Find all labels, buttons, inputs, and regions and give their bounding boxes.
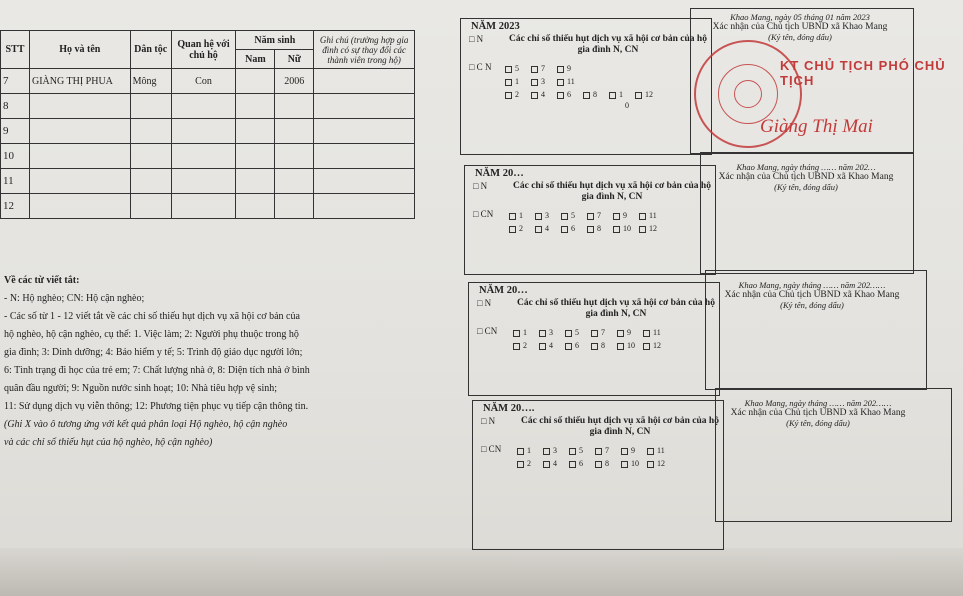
- year-block: [468, 282, 720, 396]
- indicator-checkbox: 7: [587, 211, 609, 220]
- legend-lines: [4, 290, 454, 416]
- legend-line: quân đầu người; 9: Nguồn nước sinh hoạt; 10: Nhà tiêu hợp vệ sinh;: [4, 383, 278, 394]
- cell-relation: [171, 169, 236, 194]
- cell-female: [275, 144, 314, 169]
- indicator-checkbox: 9: [557, 64, 579, 73]
- member-rows: [1, 69, 415, 219]
- table-row: [1, 169, 415, 194]
- table-row: [1, 69, 415, 94]
- household-member-table: [0, 30, 415, 219]
- indicator-checkbox: 1: [513, 328, 535, 337]
- poor-household-checkbox: □ N: [473, 181, 488, 191]
- indicator-checkbox: 3: [539, 328, 561, 337]
- year-block: [464, 165, 716, 275]
- cell-stt: 10: [1, 144, 30, 169]
- indicator-checkbox: 2: [509, 224, 531, 233]
- indicator-checkbox: 11: [557, 77, 579, 86]
- indicator-checkbox-row: [513, 339, 719, 352]
- table-row: [1, 94, 415, 119]
- cell-name: [29, 144, 130, 169]
- cell-note: [314, 94, 415, 119]
- header-female: Nữ: [275, 50, 314, 69]
- indicator-checkbox: 1: [517, 446, 539, 455]
- poor-household-checkbox: □ N: [477, 298, 492, 308]
- cell-male: [236, 94, 275, 119]
- indicator-checkbox-row: [505, 88, 711, 101]
- cell-male: [236, 119, 275, 144]
- cell-stt: 11: [1, 169, 30, 194]
- cell-female: [275, 119, 314, 144]
- legend-line: 6: Tình trạng đi học của trẻ em; 7: Chất lượng nhà ở, 8: Diện tích nhà ở bình: [4, 365, 310, 376]
- cell-ethnic: Mông: [130, 69, 171, 94]
- header-ethnic: Dân tộc: [130, 31, 171, 69]
- indicator-checkbox-row: [509, 209, 715, 222]
- indicator-checkbox: 6: [569, 459, 591, 468]
- table-row: [1, 119, 415, 144]
- cell-female: [275, 194, 314, 219]
- cell-stt: 7: [1, 69, 30, 94]
- near-poor-checkbox: □ CN: [473, 209, 494, 219]
- indicator-checkbox: 2: [513, 341, 535, 350]
- near-poor-checkbox: □ CN: [481, 444, 502, 454]
- cell-ethnic: [130, 119, 171, 144]
- year-label: NĂM 20…: [475, 168, 524, 179]
- indicator-checkbox: 5: [565, 328, 587, 337]
- cell-female: 2006: [275, 69, 314, 94]
- header-stt: STT: [1, 31, 30, 69]
- indicator-checkbox: 1: [509, 211, 531, 220]
- cell-relation: [171, 94, 236, 119]
- star-emblem-icon: [734, 80, 762, 108]
- indicator-checkbox: 11: [643, 328, 665, 337]
- indicator-checkbox: 8: [583, 90, 605, 99]
- indicator-checkbox: 8: [595, 459, 617, 468]
- indicator-checkbox-row: [509, 222, 715, 235]
- sign-note: (Ký tên, đóng dấu): [780, 300, 844, 310]
- indicator-checkbox: 3: [535, 211, 557, 220]
- confirm-title: Xác nhận của Chủ tịch UBND xã Khao Mang: [724, 290, 900, 300]
- year-block: [472, 400, 724, 550]
- indicator-checkbox: 8: [591, 341, 613, 350]
- poor-household-checkbox: □ N: [469, 34, 484, 44]
- sign-note: (Ký tên, đóng dấu): [774, 182, 838, 192]
- indicator-checkbox: 11: [647, 446, 669, 455]
- indicator-checkbox: 9: [613, 211, 635, 220]
- indicator-checkbox: 12: [647, 459, 669, 468]
- abbreviation-legend: [4, 272, 454, 452]
- legend-line: 11: Sử dụng dịch vụ viễn thông; 12: Phương tiện phục vụ tiếp cận thông tin.: [4, 401, 309, 412]
- header-relation: Quan hệ với chủ hộ: [171, 31, 236, 69]
- indicator-header: Các chỉ số thiếu hụt dịch vụ xã hội cơ bản của hộ gia đình N, CN: [521, 416, 719, 437]
- legend-note: [4, 416, 454, 452]
- year-label: NĂM 2023: [471, 21, 520, 32]
- indicator-checkbox: 10: [617, 341, 639, 350]
- header-birth-year: Năm sinh: [236, 31, 314, 50]
- table-row: [1, 144, 415, 169]
- near-poor-checkbox: □ CN: [477, 326, 498, 336]
- indicator-checkbox: 9: [617, 328, 639, 337]
- cell-note: [314, 69, 415, 94]
- indicator-checkbox: 5: [505, 64, 527, 73]
- header-name: Họ và tên: [29, 31, 130, 69]
- cell-note: [314, 144, 415, 169]
- stamp-text: KT CHỦ TỊCH PHÓ CHỦ TỊCH: [780, 58, 946, 88]
- indicator-checkbox-row: [505, 75, 711, 88]
- indicator-checkbox-row: [517, 444, 723, 457]
- indicator-checkbox: 7: [531, 64, 553, 73]
- cell-male: [236, 194, 275, 219]
- extra-mark: 0: [625, 101, 629, 110]
- confirmation-block: [712, 280, 912, 310]
- indicator-checkbox-row: [517, 457, 723, 470]
- table-surface: [0, 548, 963, 596]
- indicator-checkbox: 10: [613, 224, 635, 233]
- indicator-checkbox: 7: [591, 328, 613, 337]
- cell-note: [314, 119, 415, 144]
- indicator-checkbox-row: [513, 326, 719, 339]
- indicator-checkbox: 12: [643, 341, 665, 350]
- sign-note: (Ký tên, đóng dấu): [768, 32, 832, 42]
- indicator-checkbox: 6: [561, 224, 583, 233]
- cell-relation: [171, 144, 236, 169]
- indicator-checkbox: 3: [543, 446, 565, 455]
- legend-line: hộ nghèo, hộ cận nghèo, cụ thể: 1. Việc làm; 2: Người phụ thuộc trong hộ: [4, 329, 299, 340]
- cell-name: [29, 119, 130, 144]
- confirm-title: Xác nhận của Chủ tịch UBND xã Khao Mang: [730, 408, 906, 418]
- indicator-header: Các chỉ số thiếu hụt dịch vụ xã hội cơ bản của hộ gia đình N, CN: [513, 181, 711, 202]
- indicator-checkbox: 8: [587, 224, 609, 233]
- confirm-date: Khao Mang, ngày tháng …… năm 202……: [744, 398, 892, 408]
- legend-title: Về các từ viết tắt:: [4, 275, 80, 286]
- indicator-checkbox: 4: [543, 459, 565, 468]
- confirm-date: Khao Mang, ngày tháng …… năm 202……: [738, 280, 886, 290]
- indicator-checkbox: 9: [621, 446, 643, 455]
- cell-relation: [171, 119, 236, 144]
- cell-male: [236, 169, 275, 194]
- confirm-date: Khao Mang, ngày tháng …… năm 202…: [736, 162, 876, 172]
- indicator-checkbox-row: [505, 62, 711, 75]
- indicator-checkbox: 12: [635, 90, 657, 99]
- indicator-checkbox: 4: [535, 224, 557, 233]
- indicator-checkbox: 5: [561, 211, 583, 220]
- cell-name: [29, 194, 130, 219]
- cell-male: [236, 144, 275, 169]
- cell-female: [275, 169, 314, 194]
- near-poor-checkbox: □ C N: [469, 62, 492, 72]
- cell-note: [314, 194, 415, 219]
- cell-ethnic: [130, 94, 171, 119]
- cell-ethnic: [130, 194, 171, 219]
- confirmation-block: [706, 162, 906, 192]
- cell-ethnic: [130, 169, 171, 194]
- table-row: [1, 194, 415, 219]
- confirm-title: Xác nhận của Chủ tịch UBND xã Khao Mang: [712, 22, 888, 32]
- indicator-checkbox: 2: [505, 90, 527, 99]
- year-block: [460, 18, 712, 155]
- cell-name: GIÀNG THỊ PHUA: [29, 69, 130, 94]
- indicator-checkbox: 1: [609, 90, 631, 99]
- indicator-checkbox: 3: [531, 77, 553, 86]
- indicator-checkbox: 4: [539, 341, 561, 350]
- legend-note-line: và các chỉ số thiếu hụt của hộ nghèo, hộ cận nghèo): [4, 437, 213, 448]
- confirm-date: Khao Mang, ngày 05 tháng 01 năm 2023: [730, 12, 870, 22]
- year-label: NĂM 20….: [483, 403, 535, 414]
- indicator-header: Các chỉ số thiếu hụt dịch vụ xã hội cơ bản của hộ gia đình N, CN: [509, 34, 707, 55]
- cell-relation: [171, 194, 236, 219]
- indicator-checkbox: 7: [595, 446, 617, 455]
- legend-note-line: (Ghi X vào ô tương ứng với kết quả phân loại Hộ nghèo, hộ cận nghèo: [4, 419, 288, 430]
- indicator-checkbox: 12: [639, 224, 661, 233]
- confirmation-block: [718, 398, 918, 428]
- cell-female: [275, 94, 314, 119]
- indicator-checkbox: 4: [531, 90, 553, 99]
- header-note: Ghi chú (trường hợp gia đình có sự thay đổi các thành viên trong hộ): [314, 31, 415, 69]
- header-male: Nam: [236, 50, 275, 69]
- indicator-header: Các chỉ số thiếu hụt dịch vụ xã hội cơ bản của hộ gia đình N, CN: [517, 298, 715, 319]
- indicator-checkbox: 2: [517, 459, 539, 468]
- year-label: NĂM 20…: [479, 285, 528, 296]
- confirmation-block: [700, 12, 900, 42]
- cell-male: [236, 69, 275, 94]
- legend-line: - Các số từ 1 - 12 viết tắt về các chỉ số thiếu hụt dịch vụ xã hội cơ bản của: [4, 311, 300, 322]
- indicator-checkbox: 5: [569, 446, 591, 455]
- indicator-checkbox: 6: [565, 341, 587, 350]
- legend-line: - N: Hộ nghèo; CN: Hộ cận nghèo;: [4, 293, 145, 304]
- legend-line: gia đình; 3: Dinh dưỡng; 4: Bảo hiểm y tế; 5: Trình độ giáo dục người lớn;: [4, 347, 303, 358]
- signer-name: Giàng Thị Mai: [760, 116, 873, 137]
- cell-note: [314, 169, 415, 194]
- confirm-title: Xác nhận của Chủ tịch UBND xã Khao Mang: [718, 172, 894, 182]
- cell-relation: Con: [171, 69, 236, 94]
- cell-stt: 9: [1, 119, 30, 144]
- indicator-checkbox: 6: [557, 90, 579, 99]
- indicator-checkbox: 1: [505, 77, 527, 86]
- indicator-checkbox: 11: [639, 211, 661, 220]
- cell-stt: 12: [1, 194, 30, 219]
- cell-name: [29, 94, 130, 119]
- poor-household-checkbox: □ N: [481, 416, 496, 426]
- indicator-checkbox: 10: [621, 459, 643, 468]
- sign-note: (Ký tên, đóng dấu): [786, 418, 850, 428]
- cell-ethnic: [130, 144, 171, 169]
- cell-stt: 8: [1, 94, 30, 119]
- cell-name: [29, 169, 130, 194]
